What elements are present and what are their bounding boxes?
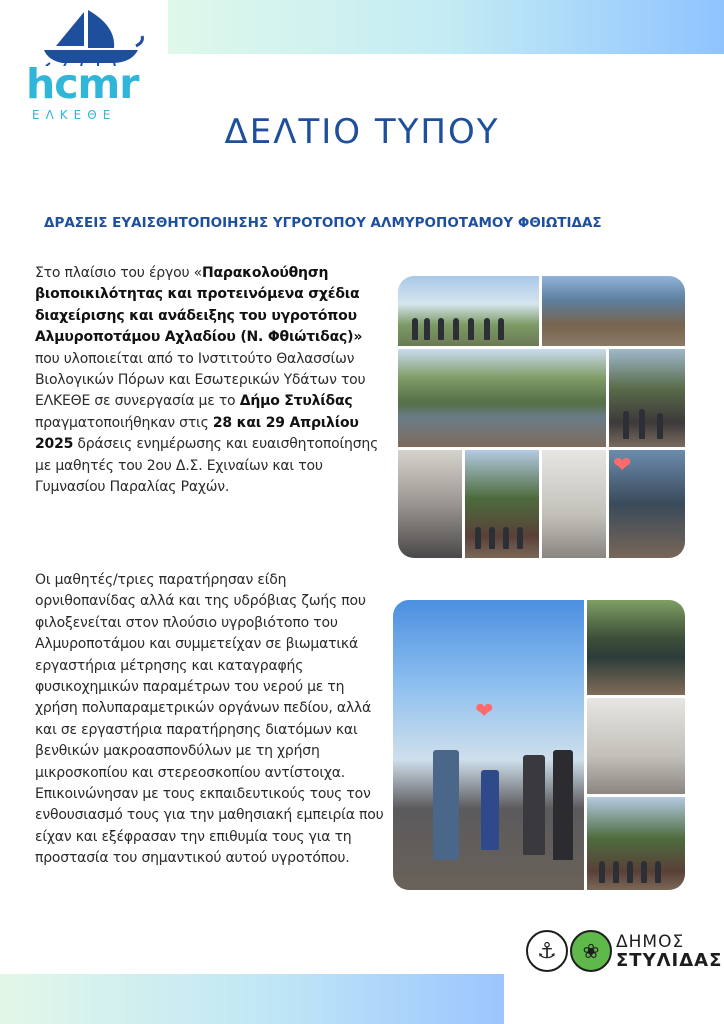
photo-stereoscope <box>587 698 685 794</box>
person-figure <box>655 861 661 883</box>
page-subtitle: ΔΡΑΣΕΙΣ ΕΥΑΙΣΘΗΤΟΠΟΙΗΣΗΣ ΥΓΡΟΤΟΠΟΥ ΑΛΜΥΡΟΠΟΤΑΜΟΥ ΦΘΙΩΤΙΔΑΣ <box>44 215 602 231</box>
page-title: ΔΕΛΤΙΟ ΤΥΠΟΥ <box>224 112 500 152</box>
municipality-name: Δήμο Στυλίδας <box>239 393 353 410</box>
person-figure <box>627 861 633 883</box>
municipality-logo-line1: ΔΗΜΟΣ <box>616 932 685 952</box>
person-figure <box>657 413 663 439</box>
person-figure <box>613 861 619 883</box>
person-figure <box>639 409 645 439</box>
person-figure <box>453 318 459 340</box>
photo-collage-1 <box>398 276 685 558</box>
photo-group-students <box>398 276 539 346</box>
person-figure <box>475 527 481 549</box>
municipality-logo-line2: ΣΤΥΛΙΔΑΣ <box>616 950 723 971</box>
municipality-logo <box>526 928 723 976</box>
intro-text-2: που υλοποιείται από το Ινστιτούτο Θαλασσίων Βιολογικών Πόρων και Εσωτερικών Υδάτων του ΕΛΚΕΘΕ σε συνεργασία με το <box>35 350 366 410</box>
person-figure <box>523 755 545 855</box>
photo-river-bend <box>587 600 685 695</box>
person-figure <box>503 527 509 549</box>
bottom-gradient-bar <box>0 974 504 1024</box>
photo-lab-work <box>398 450 462 558</box>
person-figure <box>481 770 499 850</box>
activities-paragraph: Οι μαθητές/τριες παρατήρησαν είδη ορνιθοπανίδας αλλά και της υδρόβιας ζωής που φιλοξενείται στον πλούσιο υγροβιότοπο του Αλμυροποτάμου και συμμετείχαν σε βιωματικά εργαστήρια μέτρησης και καταγραφής φυσικοχημικών παραμέτρων του νερού με τη χρήση πολυπαραμετρικών οργάνων πεδίου, αλλά και σε εργαστήρια παρατήρησης διατόμων και βενθικών μακροασπονδύλων με τη χρήση μικροσκοπίου και στερεοσκοπίου αντίστοιχα. Επικοινώνησαν με τους εκπαιδευτικούς τους τον ενθουσιασμό τους για την μαθησιακή εμπειρία που είχαν και εξέφρασαν την επιθυμία τους για τη προστασία του σημαντικού αυτού υγροτόπου. <box>35 572 384 867</box>
person-figure <box>623 411 629 439</box>
person-figure <box>433 750 459 860</box>
photo-wetland-lake <box>398 349 606 447</box>
person-figure <box>553 750 573 860</box>
person-figure <box>517 527 523 549</box>
intro-text-3: πραγματοποιήθηκαν στις <box>35 414 213 431</box>
photo-microscope <box>542 450 606 558</box>
person-figure <box>438 318 444 340</box>
intro-paragraph <box>35 263 385 498</box>
event-dates: 28 και 29 Απριλίου 2025 <box>35 414 359 453</box>
top-gradient-bar <box>168 0 724 54</box>
photo-students-shore <box>609 349 685 447</box>
intro-text-1: Στο πλαίσιο του έργου « <box>35 265 202 281</box>
project-title: Παρακολούθηση βιοποικιλότητας και προτεινόμενα σχέδια διαχείρισης και ανάδειξης του υγροτόπου Αλμυροποτάμου Αχλαδίου (Ν. Φθιώτιδας)» <box>35 265 363 346</box>
photo-coastline <box>542 276 685 346</box>
photo-students-closeup <box>609 450 685 558</box>
leaf-icon: ❀ <box>570 930 612 972</box>
intro-text-4: δράσεις ενημέρωσης και ευαισθητοποίησης με μαθητές του 2ου Δ.Σ. Εχιναίων και του Γυμνασίου Παραλίας Ραχών. <box>35 436 379 496</box>
logo-subtext: ΕΛΚΕΘΕ <box>32 108 117 122</box>
ship-icon <box>36 8 146 66</box>
person-figure <box>498 318 504 340</box>
photo-teacher-students <box>393 600 584 890</box>
person-figure <box>424 318 430 340</box>
person-figure <box>489 527 495 549</box>
photo-group-field <box>587 797 685 890</box>
heart-icon: ❤ <box>475 698 494 723</box>
person-figure <box>641 861 647 883</box>
person-figure <box>484 318 490 340</box>
person-figure <box>412 318 418 340</box>
logo-text: hcmr <box>26 60 139 108</box>
hcmr-logo <box>22 8 152 123</box>
anchor-icon: ⚓ <box>526 930 568 972</box>
person-figure <box>599 861 605 883</box>
photo-field-group <box>465 450 539 558</box>
heart-icon: ❤ <box>613 452 632 477</box>
photo-collage-2 <box>393 600 685 890</box>
person-figure <box>468 318 474 340</box>
